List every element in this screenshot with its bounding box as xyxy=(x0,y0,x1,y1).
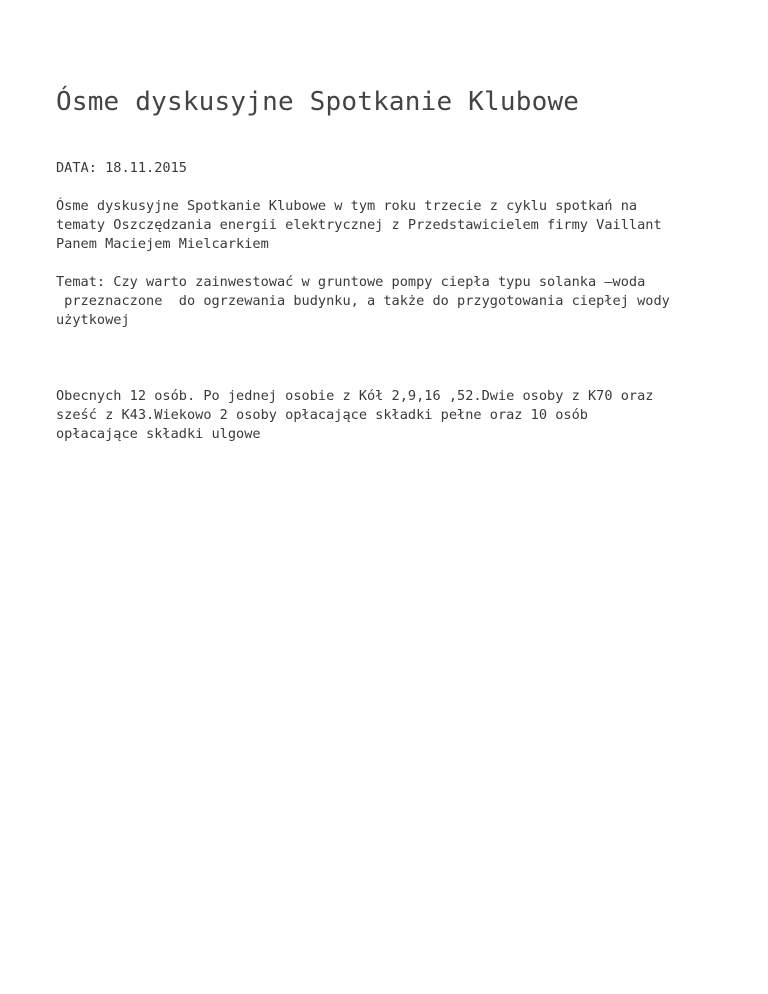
topic-paragraph xyxy=(56,273,746,330)
intro-paragraph xyxy=(56,197,746,254)
document-page xyxy=(56,86,746,444)
intro-line: Panem Maciejem Mielcarkiem xyxy=(56,236,269,252)
document-title: Ósme dyskusyjne Spotkanie Klubowe xyxy=(56,87,580,117)
meeting-date: DATA: 18.11.2015 xyxy=(56,160,187,176)
intro-line: Ósme dyskusyjne Spotkanie Klubowe w tym roku trzecie z cyklu spotkań na xyxy=(56,198,638,214)
topic-line: użytkowej xyxy=(56,312,130,328)
topic-line: Temat: Czy warto zainwestować w gruntowe pompy ciepła typu solanka –woda xyxy=(56,274,646,290)
attendance-line: sześć z K43.Wiekowo 2 osoby opłacające składki pełne oraz 10 osób xyxy=(56,407,588,423)
intro-line: tematy Oszczędzania energii elektrycznej z Przedstawicielem firmy Vaillant xyxy=(56,217,662,233)
attendance-line: opłacające składki ulgowe xyxy=(56,426,261,442)
topic-line: przeznaczone do ogrzewania budynku, a także do przygotowania ciepłej wody xyxy=(56,293,670,309)
attendance-line: Obecnych 12 osób. Po jednej osobie z Kół 2,9,16 ,52.Dwie osoby z K70 oraz xyxy=(56,388,654,404)
attendance-paragraph xyxy=(56,387,746,444)
